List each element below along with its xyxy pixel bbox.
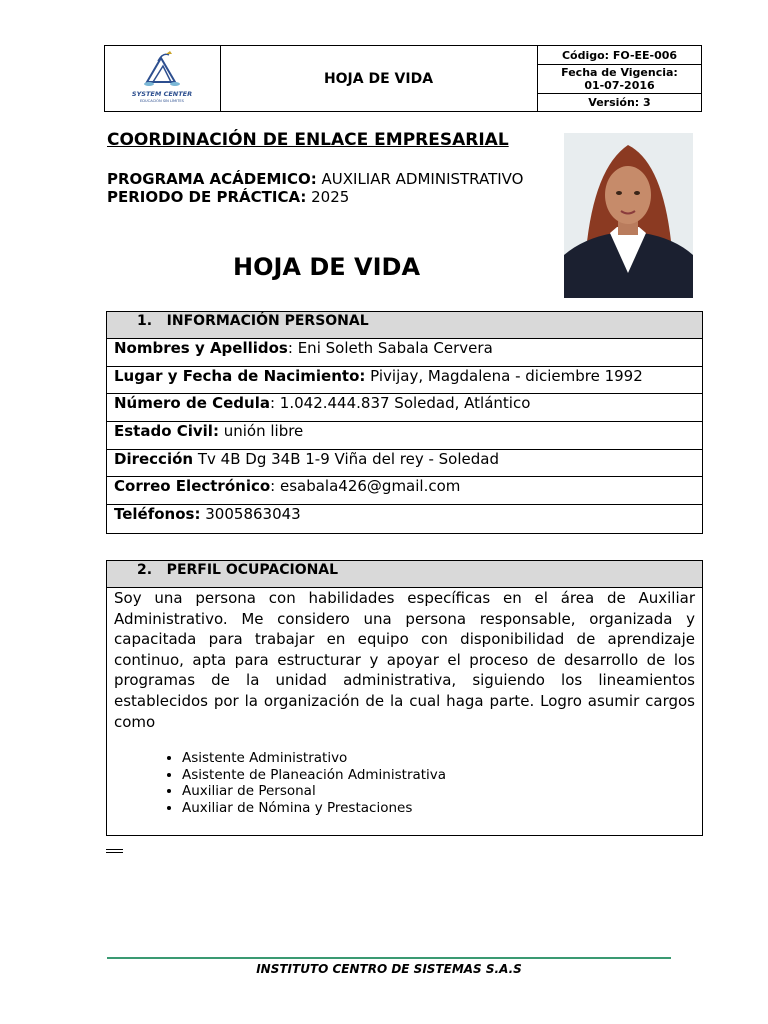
coordination-heading: COORDINACIÓN DE ENLACE EMPRESARIAL <box>107 130 509 150</box>
program-label: PROGRAMA ACÁDEMICO: <box>107 170 317 188</box>
footer-institution: INSTITUTO CENTRO DE SISTEMAS S.A.S <box>256 962 522 976</box>
field-value: 3005863043 <box>205 505 301 524</box>
field-label: Nombres y Apellidos <box>114 339 288 357</box>
field-value: unión libre <box>223 422 304 441</box>
field-label: Dirección <box>114 449 194 468</box>
document-code: Código: FO-EE-006 <box>538 46 701 65</box>
separator-mark <box>106 849 123 853</box>
field-label: Correo Electrónico <box>114 477 271 496</box>
document-header-table <box>104 45 702 112</box>
personal-info-rows <box>107 339 702 533</box>
profile-photo <box>564 133 693 298</box>
field-separator: : <box>269 394 280 413</box>
personal-info-row <box>107 450 702 478</box>
field-value: esabala426@gmail.com <box>279 477 461 496</box>
header-title: HOJA DE VIDA <box>220 46 538 111</box>
field-separator: : <box>287 339 298 357</box>
logo-tagline: EDUCACIÓN SIN LÍMITES <box>140 99 184 103</box>
field-label: Número de Cedula <box>114 394 270 413</box>
field-value: Tv 4B Dg 34B 1-9 Viña del rey - Soledad <box>197 449 499 468</box>
personal-info-row <box>107 422 702 450</box>
field-value: Eni Soleth Sabala Cervera <box>297 339 493 357</box>
field-label: Lugar y Fecha de Nacimiento: <box>114 366 366 385</box>
field-label: Estado Civil: <box>114 422 219 441</box>
main-title: HOJA DE VIDA <box>233 253 421 281</box>
field-label: Teléfonos: <box>114 505 201 524</box>
validity-label: Fecha de Vigencia: <box>561 66 678 79</box>
personal-info-row <box>107 394 702 422</box>
document-version: Versión: 3 <box>588 96 651 109</box>
personal-info-row <box>107 339 702 367</box>
job-role-item: • Auxiliar de Nómina y Prestaciones <box>182 800 702 817</box>
validity-date <box>538 65 701 94</box>
personal-info-row <box>107 367 702 395</box>
program-line <box>107 170 523 188</box>
document-meta <box>538 46 701 111</box>
period-value: 2025 <box>311 188 350 206</box>
program-value: AUXILIAR ADMINISTRATIVO <box>321 170 524 188</box>
occupational-profile-heading: 2. PERFIL OCUPACIONAL <box>107 561 702 588</box>
field-value: 1.042.444.837 Soledad, Atlántico <box>279 394 531 413</box>
occupational-profile-section <box>106 560 703 836</box>
personal-info-row <box>107 505 702 533</box>
field-separator: : <box>270 477 280 496</box>
logo-name: SYSTEM CENTER <box>131 90 193 98</box>
period-line <box>107 188 349 206</box>
personal-info-section <box>106 311 703 534</box>
period-label: PERIODO DE PRÁCTICA: <box>107 188 307 206</box>
validity-value: 01-07-2016 <box>584 79 655 92</box>
job-role-item: • Asistente Administrativo <box>182 750 702 767</box>
job-role-item: • Asistente de Planeación Administrativa <box>182 767 702 784</box>
job-roles-list <box>107 750 702 816</box>
field-value: Pivijay, Magdalena - diciembre 1992 <box>370 366 643 385</box>
job-role-item: • Auxiliar de Personal <box>182 783 702 800</box>
personal-info-heading: 1. INFORMACIÓN PERSONAL <box>107 312 702 339</box>
personal-info-row <box>107 477 702 505</box>
footer-divider <box>107 957 671 959</box>
occupational-profile-text: Soy una persona con habilidades específicas en el área de Auxiliar Administrativo. Me considero una persona responsable, organizada y capacitada para trabajar en equipo con disponibilidad de aprendizaje continuo, apta para estructurar y apoyar el proceso de desarrollo de los programas de la unidad administrativa, siguiendo los lineamientos establecidos por la organización de la cual haga parte. Logro asumir cargos como <box>114 589 695 731</box>
institution-logo <box>105 46 221 111</box>
